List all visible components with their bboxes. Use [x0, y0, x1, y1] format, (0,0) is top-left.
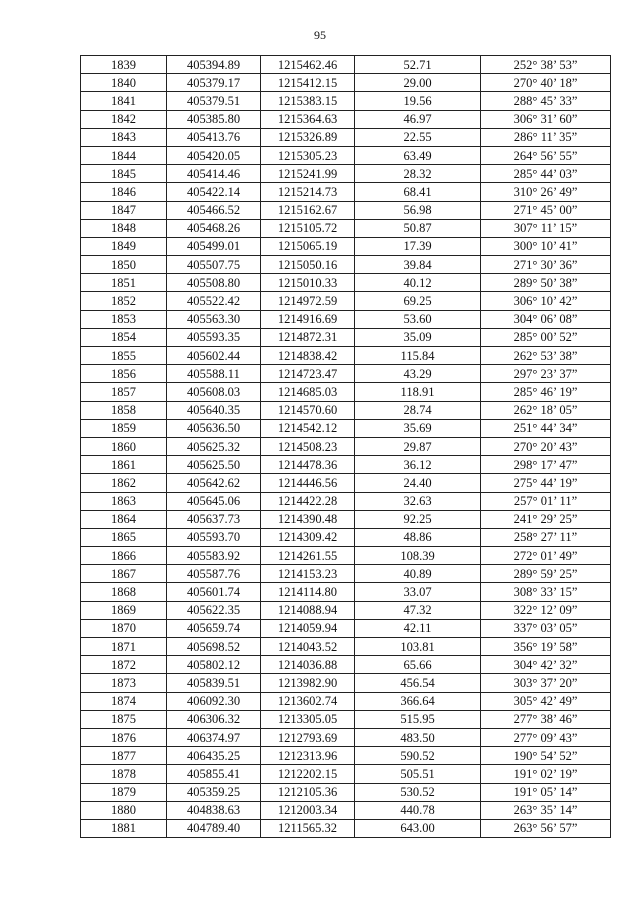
bearing-cell: 190° 54’ 52”	[481, 747, 611, 765]
table-row	[81, 819, 611, 837]
table-row	[81, 638, 611, 656]
x-coordinate-cell: 405468.26	[167, 219, 261, 237]
y-coordinate-cell: 1214114.80	[261, 583, 355, 601]
bearing-cell: 277° 38’ 46”	[481, 710, 611, 728]
distance-cell: 69.25	[355, 292, 481, 310]
bearing-cell: 285° 00’ 52”	[481, 328, 611, 346]
x-coordinate-cell: 405420.05	[167, 146, 261, 164]
distance-cell: 36.12	[355, 456, 481, 474]
distance-cell: 456.54	[355, 674, 481, 692]
coordinates-table	[80, 55, 611, 838]
point-number-cell: 1845	[81, 165, 167, 183]
point-number-cell: 1873	[81, 674, 167, 692]
distance-cell: 33.07	[355, 583, 481, 601]
x-coordinate-cell: 405563.30	[167, 310, 261, 328]
y-coordinate-cell: 1214088.94	[261, 601, 355, 619]
distance-cell: 17.39	[355, 237, 481, 255]
x-coordinate-cell: 405593.70	[167, 528, 261, 546]
distance-cell: 29.00	[355, 74, 481, 92]
x-coordinate-cell: 405413.76	[167, 128, 261, 146]
x-coordinate-cell: 405587.76	[167, 565, 261, 583]
bearing-cell: 285° 46’ 19”	[481, 383, 611, 401]
point-number-cell: 1854	[81, 328, 167, 346]
table-row	[81, 274, 611, 292]
bearing-cell: 322° 12’ 09”	[481, 601, 611, 619]
x-coordinate-cell: 405508.80	[167, 274, 261, 292]
distance-cell: 115.84	[355, 347, 481, 365]
distance-cell: 440.78	[355, 801, 481, 819]
point-number-cell: 1839	[81, 56, 167, 74]
table-row	[81, 510, 611, 528]
y-coordinate-cell: 1213305.05	[261, 710, 355, 728]
table-row	[81, 110, 611, 128]
y-coordinate-cell: 1215364.63	[261, 110, 355, 128]
y-coordinate-cell: 1214570.60	[261, 401, 355, 419]
x-coordinate-cell: 405359.25	[167, 783, 261, 801]
bearing-cell: 257° 01’ 11”	[481, 492, 611, 510]
x-coordinate-cell: 405422.14	[167, 183, 261, 201]
y-coordinate-cell: 1212003.34	[261, 801, 355, 819]
x-coordinate-cell: 406374.97	[167, 728, 261, 746]
point-number-cell: 1879	[81, 783, 167, 801]
point-number-cell: 1855	[81, 347, 167, 365]
point-number-cell: 1878	[81, 765, 167, 783]
point-number-cell: 1867	[81, 565, 167, 583]
x-coordinate-cell: 405385.80	[167, 110, 261, 128]
bearing-cell: 356° 19’ 58”	[481, 638, 611, 656]
point-number-cell: 1843	[81, 128, 167, 146]
y-coordinate-cell: 1214838.42	[261, 347, 355, 365]
bearing-cell: 277° 09’ 43”	[481, 728, 611, 746]
bearing-cell: 289° 50’ 38”	[481, 274, 611, 292]
x-coordinate-cell: 405625.32	[167, 437, 261, 455]
table-row	[81, 419, 611, 437]
point-number-cell: 1875	[81, 710, 167, 728]
distance-cell: 108.39	[355, 547, 481, 565]
x-coordinate-cell: 405640.35	[167, 401, 261, 419]
distance-cell: 19.56	[355, 92, 481, 110]
bearing-cell: 306° 10’ 42”	[481, 292, 611, 310]
bearing-cell: 298° 17’ 47”	[481, 456, 611, 474]
point-number-cell: 1872	[81, 656, 167, 674]
distance-cell: 56.98	[355, 201, 481, 219]
distance-cell: 35.69	[355, 419, 481, 437]
y-coordinate-cell: 1214685.03	[261, 383, 355, 401]
point-number-cell: 1856	[81, 365, 167, 383]
point-number-cell: 1840	[81, 74, 167, 92]
table-row	[81, 219, 611, 237]
y-coordinate-cell: 1215050.16	[261, 256, 355, 274]
table-row	[81, 674, 611, 692]
distance-cell: 24.40	[355, 474, 481, 492]
x-coordinate-cell: 405522.42	[167, 292, 261, 310]
x-coordinate-cell: 405394.89	[167, 56, 261, 74]
distance-cell: 40.89	[355, 565, 481, 583]
distance-cell: 22.55	[355, 128, 481, 146]
x-coordinate-cell: 406306.32	[167, 710, 261, 728]
bearing-cell: 304° 06’ 08”	[481, 310, 611, 328]
table-row	[81, 310, 611, 328]
table-row	[81, 710, 611, 728]
point-number-cell: 1853	[81, 310, 167, 328]
x-coordinate-cell: 405855.41	[167, 765, 261, 783]
x-coordinate-cell: 405659.74	[167, 619, 261, 637]
table-row	[81, 74, 611, 92]
point-number-cell: 1846	[81, 183, 167, 201]
point-number-cell: 1859	[81, 419, 167, 437]
table-row	[81, 201, 611, 219]
distance-cell: 63.49	[355, 146, 481, 164]
table-row	[81, 401, 611, 419]
table-row	[81, 365, 611, 383]
x-coordinate-cell: 406092.30	[167, 692, 261, 710]
point-number-cell: 1870	[81, 619, 167, 637]
distance-cell: 39.84	[355, 256, 481, 274]
point-number-cell: 1849	[81, 237, 167, 255]
bearing-cell: 241° 29’ 25”	[481, 510, 611, 528]
x-coordinate-cell: 405839.51	[167, 674, 261, 692]
bearing-cell: 286° 11’ 35”	[481, 128, 611, 146]
table-row	[81, 437, 611, 455]
table-row	[81, 547, 611, 565]
table-row	[81, 801, 611, 819]
table-row	[81, 383, 611, 401]
point-number-cell: 1881	[81, 819, 167, 837]
table-row	[81, 292, 611, 310]
table-row	[81, 474, 611, 492]
bearing-cell: 271° 30’ 36”	[481, 256, 611, 274]
bearing-cell: 262° 53’ 38”	[481, 347, 611, 365]
bearing-cell: 289° 59’ 25”	[481, 565, 611, 583]
y-coordinate-cell: 1213982.90	[261, 674, 355, 692]
y-coordinate-cell: 1215412.15	[261, 74, 355, 92]
distance-cell: 118.91	[355, 383, 481, 401]
y-coordinate-cell: 1214446.56	[261, 474, 355, 492]
y-coordinate-cell: 1214972.59	[261, 292, 355, 310]
y-coordinate-cell: 1214422.28	[261, 492, 355, 510]
distance-cell: 52.71	[355, 56, 481, 74]
point-number-cell: 1844	[81, 146, 167, 164]
point-number-cell: 1869	[81, 601, 167, 619]
table-row	[81, 347, 611, 365]
y-coordinate-cell: 1215010.33	[261, 274, 355, 292]
bearing-cell: 308° 33’ 15”	[481, 583, 611, 601]
point-number-cell: 1880	[81, 801, 167, 819]
point-number-cell: 1842	[81, 110, 167, 128]
y-coordinate-cell: 1211565.32	[261, 819, 355, 837]
distance-cell: 53.60	[355, 310, 481, 328]
table-row	[81, 128, 611, 146]
y-coordinate-cell: 1214390.48	[261, 510, 355, 528]
y-coordinate-cell: 1215305.23	[261, 146, 355, 164]
distance-cell: 505.51	[355, 765, 481, 783]
point-number-cell: 1864	[81, 510, 167, 528]
point-number-cell: 1862	[81, 474, 167, 492]
y-coordinate-cell: 1214309.42	[261, 528, 355, 546]
y-coordinate-cell: 1214043.52	[261, 638, 355, 656]
bearing-cell: 285° 44’ 03”	[481, 165, 611, 183]
x-coordinate-cell: 404838.63	[167, 801, 261, 819]
y-coordinate-cell: 1214036.88	[261, 656, 355, 674]
x-coordinate-cell: 405499.01	[167, 237, 261, 255]
x-coordinate-cell: 405466.52	[167, 201, 261, 219]
table-row	[81, 619, 611, 637]
bearing-cell: 258° 27’ 11”	[481, 528, 611, 546]
y-coordinate-cell: 1214261.55	[261, 547, 355, 565]
x-coordinate-cell: 404789.40	[167, 819, 261, 837]
y-coordinate-cell: 1214872.31	[261, 328, 355, 346]
point-number-cell: 1847	[81, 201, 167, 219]
distance-cell: 28.32	[355, 165, 481, 183]
distance-cell: 515.95	[355, 710, 481, 728]
table-row	[81, 256, 611, 274]
x-coordinate-cell: 405379.17	[167, 74, 261, 92]
x-coordinate-cell: 405507.75	[167, 256, 261, 274]
table-row	[81, 656, 611, 674]
bearing-cell: 288° 45’ 33”	[481, 92, 611, 110]
bearing-cell: 303° 37’ 20”	[481, 674, 611, 692]
bearing-cell: 300° 10’ 41”	[481, 237, 611, 255]
table-row	[81, 528, 611, 546]
point-number-cell: 1857	[81, 383, 167, 401]
bearing-cell: 337° 03’ 05”	[481, 619, 611, 637]
y-coordinate-cell: 1215214.73	[261, 183, 355, 201]
table-row	[81, 237, 611, 255]
bearing-cell: 264° 56’ 55”	[481, 146, 611, 164]
x-coordinate-cell: 405379.51	[167, 92, 261, 110]
x-coordinate-cell: 405625.50	[167, 456, 261, 474]
bearing-cell: 263° 35’ 14”	[481, 801, 611, 819]
y-coordinate-cell: 1214508.23	[261, 437, 355, 455]
distance-cell: 530.52	[355, 783, 481, 801]
table-row	[81, 601, 611, 619]
distance-cell: 68.41	[355, 183, 481, 201]
x-coordinate-cell: 405588.11	[167, 365, 261, 383]
x-coordinate-cell: 405636.50	[167, 419, 261, 437]
x-coordinate-cell: 405802.12	[167, 656, 261, 674]
x-coordinate-cell: 405601.74	[167, 583, 261, 601]
table-row	[81, 783, 611, 801]
table-row	[81, 765, 611, 783]
distance-cell: 50.87	[355, 219, 481, 237]
bearing-cell: 306° 31’ 60”	[481, 110, 611, 128]
distance-cell: 65.66	[355, 656, 481, 674]
bearing-cell: 270° 20’ 43”	[481, 437, 611, 455]
bearing-cell: 310° 26’ 49”	[481, 183, 611, 201]
point-number-cell: 1858	[81, 401, 167, 419]
y-coordinate-cell: 1214153.23	[261, 565, 355, 583]
x-coordinate-cell: 405602.44	[167, 347, 261, 365]
bearing-cell: 251° 44’ 34”	[481, 419, 611, 437]
y-coordinate-cell: 1215462.46	[261, 56, 355, 74]
table-body	[81, 56, 611, 838]
table-row	[81, 492, 611, 510]
x-coordinate-cell: 405645.06	[167, 492, 261, 510]
distance-cell: 48.86	[355, 528, 481, 546]
distance-cell: 47.32	[355, 601, 481, 619]
y-coordinate-cell: 1215105.72	[261, 219, 355, 237]
point-number-cell: 1871	[81, 638, 167, 656]
y-coordinate-cell: 1213602.74	[261, 692, 355, 710]
table-row	[81, 183, 611, 201]
distance-cell: 42.11	[355, 619, 481, 637]
bearing-cell: 191° 02’ 19”	[481, 765, 611, 783]
distance-cell: 29.87	[355, 437, 481, 455]
page-number: 95	[314, 28, 326, 42]
distance-cell: 32.63	[355, 492, 481, 510]
table-row	[81, 92, 611, 110]
x-coordinate-cell: 405637.73	[167, 510, 261, 528]
bearing-cell: 297° 23’ 37”	[481, 365, 611, 383]
table-row	[81, 692, 611, 710]
y-coordinate-cell: 1215162.67	[261, 201, 355, 219]
y-coordinate-cell: 1212202.15	[261, 765, 355, 783]
y-coordinate-cell: 1214059.94	[261, 619, 355, 637]
x-coordinate-cell: 405583.92	[167, 547, 261, 565]
distance-cell: 46.97	[355, 110, 481, 128]
point-number-cell: 1866	[81, 547, 167, 565]
point-number-cell: 1841	[81, 92, 167, 110]
point-number-cell: 1874	[81, 692, 167, 710]
y-coordinate-cell: 1215065.19	[261, 237, 355, 255]
table-row	[81, 747, 611, 765]
table-row	[81, 583, 611, 601]
point-number-cell: 1848	[81, 219, 167, 237]
point-number-cell: 1865	[81, 528, 167, 546]
x-coordinate-cell: 405622.35	[167, 601, 261, 619]
x-coordinate-cell: 405642.62	[167, 474, 261, 492]
point-number-cell: 1877	[81, 747, 167, 765]
bearing-cell: 252° 38’ 53”	[481, 56, 611, 74]
y-coordinate-cell: 1212105.36	[261, 783, 355, 801]
bearing-cell: 304° 42’ 32”	[481, 656, 611, 674]
x-coordinate-cell: 405414.46	[167, 165, 261, 183]
bearing-cell: 307° 11’ 15”	[481, 219, 611, 237]
table-row	[81, 456, 611, 474]
point-number-cell: 1852	[81, 292, 167, 310]
bearing-cell: 272° 01’ 49”	[481, 547, 611, 565]
point-number-cell: 1850	[81, 256, 167, 274]
distance-cell: 483.50	[355, 728, 481, 746]
bearing-cell: 305° 42’ 49”	[481, 692, 611, 710]
y-coordinate-cell: 1214723.47	[261, 365, 355, 383]
bearing-cell: 262° 18’ 05”	[481, 401, 611, 419]
bearing-cell: 270° 40’ 18”	[481, 74, 611, 92]
point-number-cell: 1851	[81, 274, 167, 292]
distance-cell: 35.09	[355, 328, 481, 346]
distance-cell: 590.52	[355, 747, 481, 765]
y-coordinate-cell: 1214916.69	[261, 310, 355, 328]
table-row	[81, 56, 611, 74]
x-coordinate-cell: 405698.52	[167, 638, 261, 656]
point-number-cell: 1863	[81, 492, 167, 510]
table-row	[81, 565, 611, 583]
bearing-cell: 275° 44’ 19”	[481, 474, 611, 492]
bearing-cell: 263° 56’ 57”	[481, 819, 611, 837]
table-row	[81, 165, 611, 183]
point-number-cell: 1861	[81, 456, 167, 474]
y-coordinate-cell: 1215383.15	[261, 92, 355, 110]
x-coordinate-cell: 405593.35	[167, 328, 261, 346]
point-number-cell: 1876	[81, 728, 167, 746]
distance-cell: 40.12	[355, 274, 481, 292]
table-row	[81, 728, 611, 746]
y-coordinate-cell: 1214478.36	[261, 456, 355, 474]
y-coordinate-cell: 1215241.99	[261, 165, 355, 183]
x-coordinate-cell: 406435.25	[167, 747, 261, 765]
distance-cell: 643.00	[355, 819, 481, 837]
distance-cell: 92.25	[355, 510, 481, 528]
table-row	[81, 328, 611, 346]
y-coordinate-cell: 1212793.69	[261, 728, 355, 746]
y-coordinate-cell: 1212313.96	[261, 747, 355, 765]
distance-cell: 366.64	[355, 692, 481, 710]
table-row	[81, 146, 611, 164]
bearing-cell: 191° 05’ 14”	[481, 783, 611, 801]
bearing-cell: 271° 45’ 00”	[481, 201, 611, 219]
distance-cell: 28.74	[355, 401, 481, 419]
y-coordinate-cell: 1215326.89	[261, 128, 355, 146]
point-number-cell: 1868	[81, 583, 167, 601]
point-number-cell: 1860	[81, 437, 167, 455]
y-coordinate-cell: 1214542.12	[261, 419, 355, 437]
distance-cell: 43.29	[355, 365, 481, 383]
distance-cell: 103.81	[355, 638, 481, 656]
x-coordinate-cell: 405608.03	[167, 383, 261, 401]
